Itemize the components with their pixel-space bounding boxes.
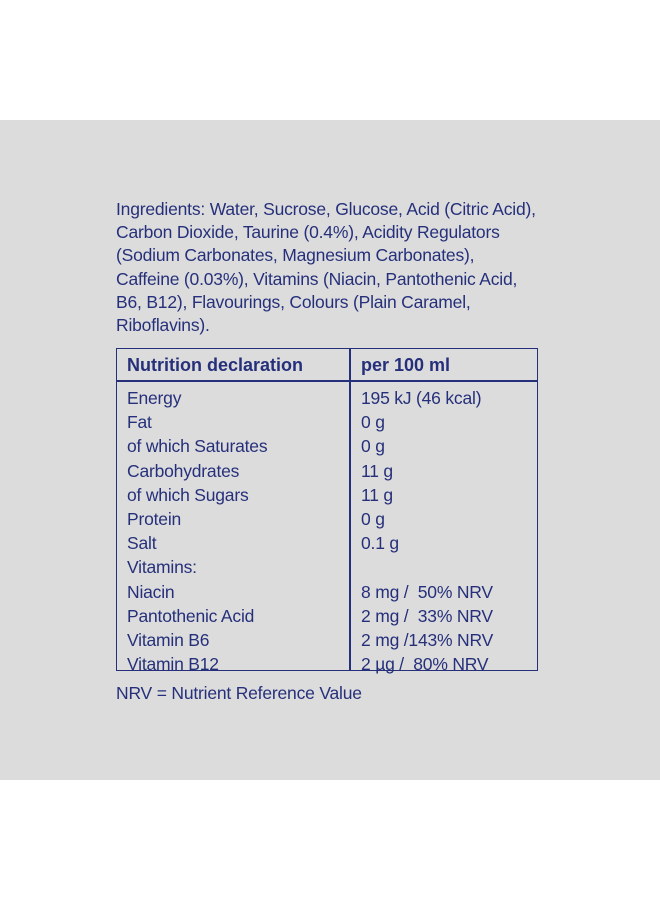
header-nutrition-declaration: Nutrition declaration [127,355,304,375]
row-value: 11 g [361,484,393,505]
table-row [117,459,537,483]
row-label: Energy [127,388,182,408]
row-label: Niacin [127,581,175,602]
row-label: of which Sugars [127,484,249,505]
row-value: 0 g [361,412,385,433]
row-value: 0.1 g [361,533,399,554]
row-label: Pantothenic Acid [127,605,255,626]
row-label: Protein [127,508,182,529]
nrv-footnote: NRV = Nutrient Reference Value [116,683,362,703]
row-label: Salt [127,533,157,554]
nutrition-table [116,348,538,675]
table-row [117,580,537,604]
row-label: Vitamin B12 [127,654,219,675]
row-value: 0 g [361,436,385,457]
row-value: 0 g [361,508,385,529]
row-label: of which Saturates [127,436,268,457]
header-per-100ml: per 100 ml [361,355,451,375]
row-value: 2 mg / 33% NRV [361,605,493,626]
row-value: 2 µg / 80% NRV [361,654,489,675]
table-row [117,386,537,410]
header-divider [117,380,537,382]
table-row [117,604,537,628]
row-label: Vitamin B6 [127,629,210,650]
table-row [117,507,537,531]
table-row [117,410,537,434]
ingredients-text: Ingredients: Water, Sucrose, Glucose, Acid (Citric Acid), Carbon Dioxide, Taurine (0.4%), Acidity Regulators (Sodium Carbonates, Magnesium Carbonates), Caffeine (0.03%), Vitamins (Niacin, Pantothenic Acid, B6, B12), Flavourings, Colours (Plain Caramel, Riboflavins). [116,199,536,336]
table-row [117,434,537,458]
table-row [117,531,537,555]
table-row [117,652,537,676]
row-label: Vitamins: [127,557,197,578]
table-row [117,555,537,579]
row-label: Carbohydrates [127,460,240,481]
row-value: 8 mg / 50% NRV [361,581,493,602]
nutrition-rows [117,386,537,676]
row-value: 11 g [361,460,393,481]
row-value: 195 kJ (46 kcal) [361,388,482,408]
table-row [117,628,537,652]
row-value: 2 mg /143% NRV [361,629,494,650]
row-label: Fat [127,412,152,433]
table-row [117,483,537,507]
